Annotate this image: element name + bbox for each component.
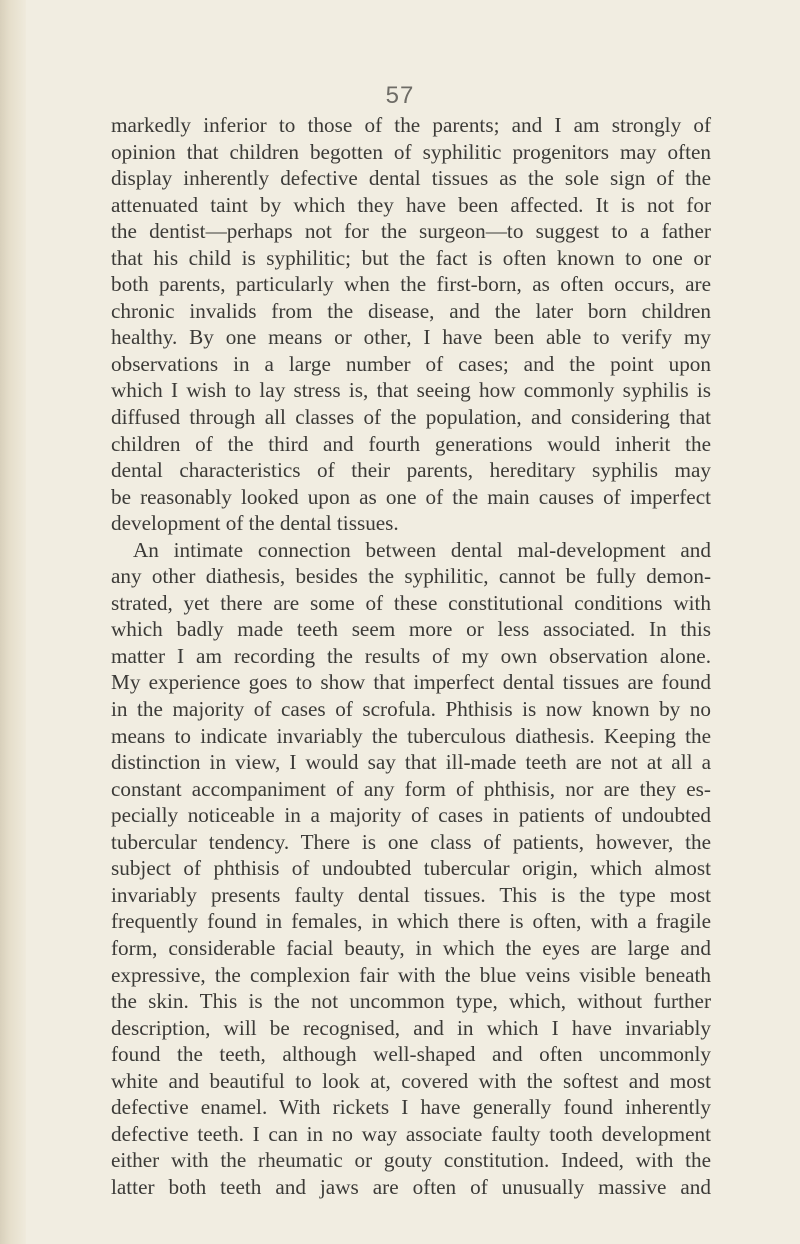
text-line: both parents, particularly when the first-born, as often occurs, are bbox=[111, 272, 711, 297]
text-line: expressive, the complexion fair with the blue veins visible beneath bbox=[111, 962, 711, 987]
text-line: white and beautiful to look at, covered with the softest and most bbox=[111, 1068, 711, 1093]
text-line: An intimate connection between dental mal-development and bbox=[133, 537, 711, 562]
text-line: subject of phthisis of undoubted tubercular origin, which almost bbox=[111, 856, 711, 881]
text-line: diffused through all classes of the population, and considering that bbox=[111, 405, 711, 430]
text-line: in the majority of cases of scrofula. Phthisis is now known by no bbox=[111, 697, 711, 722]
text-line: form, considerable facial beauty, in which the eyes are large and bbox=[111, 935, 711, 960]
text-line: be reasonably looked upon as one of the main causes of imperfect bbox=[111, 484, 711, 509]
paragraph bbox=[111, 112, 711, 537]
text-line: opinion that children begotten of syphilitic progenitors may often bbox=[111, 139, 711, 164]
text-line: display inherently defective dental tissues as the sole sign of the bbox=[111, 166, 711, 191]
text-line: attenuated taint by which they have been affected. It is not for bbox=[111, 192, 711, 217]
text-line: observations in a large number of cases; and the point upon bbox=[111, 351, 711, 376]
text-line: dental characteristics of their parents, hereditary syphilis may bbox=[111, 458, 711, 483]
text-line: either with the rheumatic or gouty constitution. Indeed, with the bbox=[111, 1148, 711, 1173]
text-line: constant accompaniment of any form of phthisis, nor are they es- bbox=[111, 776, 711, 801]
paragraph bbox=[111, 537, 711, 1201]
text-line: the skin. This is the not uncommon type, which, without further bbox=[111, 989, 711, 1014]
text-line: found the teeth, although well-shaped and often uncommonly bbox=[111, 1042, 711, 1067]
text-line: matter I am recording the results of my own observation alone. bbox=[111, 643, 711, 668]
text-line: healthy. By one means or other, I have been able to verify my bbox=[111, 325, 711, 350]
text-line: which badly made teeth seem more or less associated. In this bbox=[111, 617, 711, 642]
text-line: pecially noticeable in a majority of cases in patients of undoubted bbox=[111, 803, 711, 828]
text-line: means to indicate invariably the tuberculous diathesis. Keeping the bbox=[111, 723, 711, 748]
text-line: which I wish to lay stress is, that seeing how commonly syphilis is bbox=[111, 378, 711, 403]
text-line: defective teeth. I can in no way associate faulty tooth development bbox=[111, 1121, 711, 1146]
text-line: that his child is syphilitic; but the fact is often known to one or bbox=[111, 245, 711, 270]
text-line: development of the dental tissues. bbox=[111, 511, 399, 536]
text-line: chronic invalids from the disease, and the later born children bbox=[111, 298, 711, 323]
text-line: latter both teeth and jaws are often of unusually massive and bbox=[111, 1174, 711, 1199]
body-text bbox=[111, 112, 711, 1200]
text-line: markedly inferior to those of the parents; and I am strongly of bbox=[111, 113, 711, 137]
text-line: tubercular tendency. There is one class of patients, however, the bbox=[111, 829, 711, 854]
text-line: strated, yet there are some of these constitutional conditions with bbox=[111, 590, 711, 615]
text-line: children of the third and fourth generations would inherit the bbox=[111, 431, 711, 456]
text-line: distinction in view, I would say that ill-made teeth are not at all a bbox=[111, 750, 711, 775]
page-number: 57 bbox=[385, 82, 415, 109]
text-line: frequently found in females, in which there is often, with a fragile bbox=[111, 909, 711, 934]
text-line: any other diathesis, besides the syphilitic, cannot be fully demon- bbox=[111, 564, 711, 589]
text-line: the dentist—perhaps not for the surgeon—to suggest to a father bbox=[111, 219, 711, 244]
text-line: defective enamel. With rickets I have generally found inherently bbox=[111, 1095, 711, 1120]
text-line: description, will be recognised, and in which I have invariably bbox=[111, 1015, 711, 1040]
text-line: invariably presents faulty dental tissues. This is the type most bbox=[111, 882, 711, 907]
text-line: My experience goes to show that imperfect dental tissues are found bbox=[111, 670, 711, 695]
